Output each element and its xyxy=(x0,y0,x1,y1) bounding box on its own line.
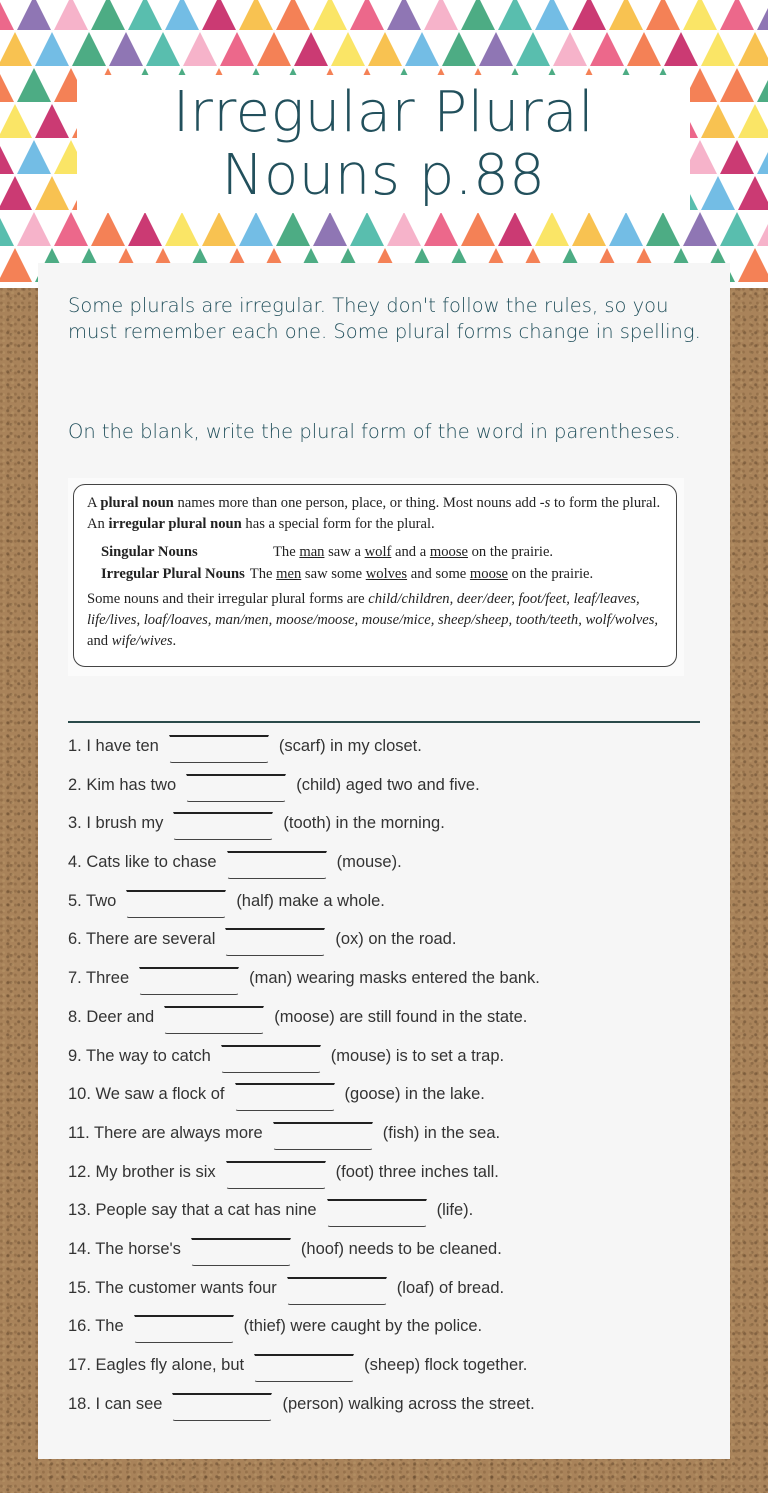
triangle-shape xyxy=(572,0,606,30)
triangle-shape xyxy=(479,32,513,66)
worksheet-panel xyxy=(38,263,730,1459)
question-row xyxy=(68,1275,708,1314)
question-row xyxy=(68,1081,708,1120)
answer-blank-input[interactable] xyxy=(227,851,327,879)
question-hint: (goose) in the lake. xyxy=(344,1085,485,1104)
triangle-shape xyxy=(646,0,680,30)
triangle-shape xyxy=(368,32,402,66)
triangle-shape xyxy=(91,0,125,30)
triangle-shape xyxy=(590,32,624,66)
triangle-shape xyxy=(0,0,14,30)
triangle-shape xyxy=(0,68,14,102)
triangle-row xyxy=(0,0,768,34)
answer-blank-input[interactable] xyxy=(273,1122,373,1150)
triangle-shape xyxy=(72,32,106,66)
triangle-shape xyxy=(627,32,661,66)
triangle-shape xyxy=(461,0,495,30)
answer-blank-input[interactable] xyxy=(254,1354,354,1382)
question-prompt: 14. The horse's xyxy=(68,1239,181,1258)
question-prompt: 15. The customer wants four xyxy=(68,1278,277,1297)
question-hint: (scarf) in my closet. xyxy=(278,737,422,755)
triangle-shape xyxy=(683,212,717,246)
triangle-shape xyxy=(239,212,273,246)
triangle-shape xyxy=(54,212,88,246)
triangle-shape xyxy=(35,176,69,210)
triangle-shape xyxy=(17,140,51,174)
question-row xyxy=(68,1197,708,1236)
triangle-shape xyxy=(738,32,768,66)
question-prompt: 6. There are several xyxy=(68,930,216,949)
intro-text: Some plurals are irregular. They don't follow the rules, so you must remember each one. Some plural forms change in spelling. xyxy=(68,294,701,343)
triangle-row xyxy=(0,212,768,250)
answer-blank-input[interactable] xyxy=(186,774,286,802)
triangle-shape xyxy=(220,32,254,66)
question-row xyxy=(68,1043,708,1082)
triangle-shape xyxy=(128,212,162,246)
question-row xyxy=(68,1120,708,1159)
question-row xyxy=(68,1159,708,1198)
question-row xyxy=(68,772,708,811)
answer-blank-input[interactable] xyxy=(287,1277,387,1305)
triangle-shape xyxy=(757,140,768,174)
triangle-shape xyxy=(313,0,347,30)
question-row xyxy=(68,965,708,1004)
question-row xyxy=(68,926,708,965)
question-prompt: 17. Eagles fly alone, but xyxy=(68,1356,245,1374)
triangle-shape xyxy=(720,212,754,246)
question-prompt: 16. The xyxy=(68,1317,124,1336)
question-row xyxy=(68,1313,708,1352)
example-sentences xyxy=(101,541,664,585)
triangle-shape xyxy=(461,212,495,246)
question-row xyxy=(68,1004,708,1043)
triangle-shape xyxy=(35,104,69,138)
question-prompt: 5. Two xyxy=(68,891,117,910)
triangle-shape xyxy=(183,32,217,66)
triangle-shape xyxy=(757,212,768,246)
triangle-shape xyxy=(720,0,754,30)
question-hint: (mouse). xyxy=(336,853,402,872)
answer-blank-input[interactable] xyxy=(327,1199,427,1227)
triangle-shape xyxy=(646,212,680,246)
triangle-shape xyxy=(313,212,347,246)
question-hint: (child) aged two and five. xyxy=(296,775,480,794)
question-prompt: 8. Deer and xyxy=(68,1007,155,1026)
answer-blank-input[interactable] xyxy=(169,735,269,763)
question-prompt: 3. I brush my xyxy=(68,814,164,833)
triangle-shape xyxy=(0,140,14,174)
answer-blank-input[interactable] xyxy=(225,928,325,956)
triangle-shape xyxy=(553,32,587,66)
triangle-shape xyxy=(535,212,569,246)
question-hint: (person) walking across the street. xyxy=(282,1394,535,1413)
triangle-shape xyxy=(128,0,162,30)
question-hint: (life). xyxy=(436,1201,474,1220)
question-prompt: 13. People say that a cat has nine xyxy=(68,1201,317,1220)
question-hint: (loaf) of bread. xyxy=(396,1278,505,1297)
triangle-shape xyxy=(257,32,291,66)
triangle-shape xyxy=(54,0,88,30)
triangle-shape xyxy=(720,68,754,102)
question-prompt: 4. Cats like to chase xyxy=(68,853,217,872)
triangle-shape xyxy=(516,32,550,66)
question-prompt: 7. Three xyxy=(68,969,130,988)
triangle-shape xyxy=(35,32,69,66)
triangle-shape xyxy=(17,0,51,30)
triangle-shape xyxy=(109,32,143,66)
triangle-shape xyxy=(424,0,458,30)
triangle-shape xyxy=(701,104,735,138)
answer-blank-input[interactable] xyxy=(139,967,239,995)
triangle-shape xyxy=(664,32,698,66)
answer-blank-input[interactable] xyxy=(221,1045,321,1073)
triangle-shape xyxy=(0,176,32,210)
triangle-shape xyxy=(202,212,236,246)
question-prompt: 9. The way to catch xyxy=(68,1046,211,1065)
triangle-shape xyxy=(424,212,458,246)
question-hint: (mouse) is to set a trap. xyxy=(330,1046,505,1065)
question-prompt: 10. We saw a flock of xyxy=(68,1085,225,1104)
answer-blank-input[interactable] xyxy=(126,890,226,918)
triangle-shape xyxy=(0,248,32,282)
triangle-shape xyxy=(387,0,421,30)
triangle-shape xyxy=(0,104,32,138)
triangle-shape xyxy=(609,212,643,246)
triangle-shape xyxy=(165,0,199,30)
triangle-shape xyxy=(701,176,735,210)
question-prompt: 11. There are always more xyxy=(68,1123,263,1142)
question-row xyxy=(68,733,708,772)
plural-example: Irregular Plural Nouns The men saw some wolves and some moose on the prairie. xyxy=(101,566,594,582)
triangle-shape xyxy=(442,32,476,66)
triangle-shape xyxy=(498,212,532,246)
answer-blank-input[interactable] xyxy=(164,1006,264,1034)
answer-blank-input[interactable] xyxy=(235,1083,335,1111)
triangle-shape xyxy=(701,32,735,66)
question-hint: (fish) in the sea. xyxy=(382,1123,501,1142)
triangle-shape xyxy=(738,176,768,210)
triangle-shape xyxy=(609,0,643,30)
question-prompt: 12. My brother is six xyxy=(68,1162,216,1181)
grammar-reference-box xyxy=(73,484,677,667)
triangle-shape xyxy=(331,32,365,66)
question-row xyxy=(68,810,708,849)
irregular-list-paragraph: Some nouns and their irregular plural forms are child/children, deer/deer, foot/feet, leaf/leaves, life/lives, loaf/loaves, man/men, moose/moose, mouse/mice, sheep/sheep, tooth/teeth, wolf/wolves, and wife/wives. xyxy=(87,591,659,649)
triangle-shape xyxy=(535,0,569,30)
answer-blank-input[interactable] xyxy=(134,1315,234,1343)
answer-blank-input[interactable] xyxy=(226,1161,326,1189)
question-hint: (sheep) flock together. xyxy=(364,1356,528,1374)
question-hint: (foot) three inches tall. xyxy=(335,1162,499,1181)
question-hint: (tooth) in the morning. xyxy=(283,814,445,833)
triangle-shape xyxy=(91,212,125,246)
question-hint: (man) wearing masks entered the bank. xyxy=(249,969,540,988)
triangle-shape xyxy=(0,32,32,66)
triangle-shape xyxy=(350,212,384,246)
triangle-shape xyxy=(146,32,180,66)
triangle-shape xyxy=(572,212,606,246)
worksheet-title xyxy=(77,75,690,213)
triangle-shape xyxy=(720,140,754,174)
singular-example: Singular Nouns The man saw a wolf and a moose on the prairie. xyxy=(101,544,554,560)
question-row xyxy=(68,1352,708,1391)
answer-blank-input[interactable] xyxy=(173,812,273,840)
answer-blank-input[interactable] xyxy=(191,1238,291,1266)
question-prompt: 1. I have ten xyxy=(68,737,159,755)
triangle-shape xyxy=(202,0,236,30)
question-prompt: 2. Kim has two xyxy=(68,775,177,794)
question-hint: (thief) were caught by the police. xyxy=(243,1317,483,1336)
section-divider xyxy=(68,721,700,723)
question-prompt: 18. I can see xyxy=(68,1394,163,1413)
triangle-shape xyxy=(387,212,421,246)
triangle-shape xyxy=(350,0,384,30)
triangle-shape xyxy=(17,212,51,246)
instructions-text: On the blank, write the plural form of the word in parentheses. xyxy=(68,420,681,443)
triangle-row xyxy=(0,32,768,70)
triangle-shape xyxy=(165,212,199,246)
triangle-shape xyxy=(17,68,51,102)
triangle-shape xyxy=(683,0,717,30)
triangle-shape xyxy=(239,0,273,30)
answer-blank-input[interactable] xyxy=(172,1393,272,1421)
question-row xyxy=(68,888,708,927)
question-row xyxy=(68,1236,708,1275)
question-hint: (half) make a whole. xyxy=(236,891,385,910)
question-hint: (moose) are still found in the state. xyxy=(274,1007,528,1026)
triangle-shape xyxy=(276,0,310,30)
triangle-shape xyxy=(0,212,14,246)
question-hint: (ox) on the road. xyxy=(335,930,457,949)
definition-paragraph: A plural noun names more than one person, place, or thing. Most nouns add -s to form the plural. An irregular plural noun has a special form for the plural. xyxy=(87,495,661,532)
question-list xyxy=(68,733,708,1429)
title-line-2: Nouns p.88 xyxy=(221,143,546,208)
triangle-shape xyxy=(405,32,439,66)
triangle-shape xyxy=(757,0,768,30)
question-row xyxy=(68,849,708,888)
triangle-shape xyxy=(738,104,768,138)
triangle-shape xyxy=(498,0,532,30)
reference-image xyxy=(68,478,684,676)
triangle-shape xyxy=(276,212,310,246)
triangle-shape xyxy=(738,248,768,282)
question-row xyxy=(68,1391,708,1430)
question-hint: (hoof) needs to be cleaned. xyxy=(300,1239,502,1258)
triangle-shape xyxy=(294,32,328,66)
triangle-shape xyxy=(757,68,768,102)
title-line-1: Irregular Plural xyxy=(172,80,595,145)
